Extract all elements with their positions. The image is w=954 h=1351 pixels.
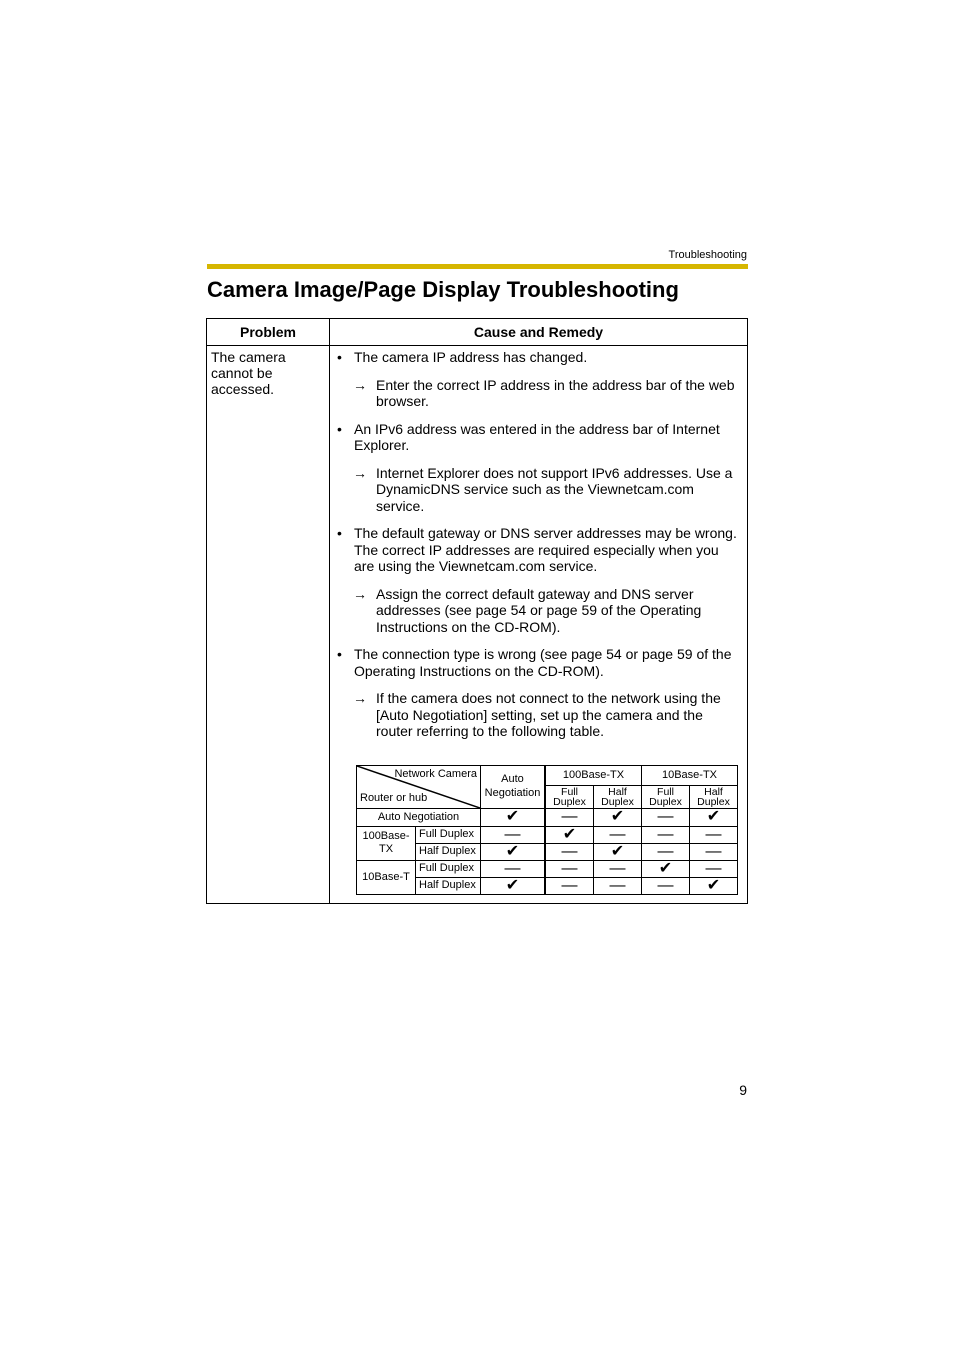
bullet-icon: •	[337, 349, 342, 365]
row-group-10base-t: 10Base-T	[357, 860, 416, 894]
check-icon: ✔	[594, 808, 642, 826]
header-cause-remedy: Cause and Remedy	[330, 319, 748, 346]
cause-entry	[336, 646, 739, 740]
check-icon: ✔	[594, 843, 642, 860]
bullet-icon: •	[337, 420, 342, 437]
subheader-half-duplex: Half Duplex	[690, 785, 738, 808]
page-number: 9	[739, 1082, 747, 1098]
cause-entry	[336, 349, 739, 410]
header-100base-tx: 100Base-TX	[545, 765, 642, 785]
row-label-full-duplex: Full Duplex	[416, 860, 481, 877]
remedy-text: If the camera does not connect to the network using the [Auto Negotiation] setting, set up the camera and the router referring to the following table.	[376, 690, 721, 739]
check-icon: ✔	[481, 843, 546, 860]
cause-remedy-cell	[330, 346, 748, 904]
row-group-100base-tx: 100Base- TX	[357, 826, 416, 860]
table-row	[357, 860, 738, 877]
dash-icon: —	[481, 860, 546, 877]
diag-label-router-hub: Router or hub	[360, 791, 428, 804]
arrow-right-icon: →	[353, 585, 367, 602]
dash-icon: —	[690, 860, 738, 877]
table-row	[207, 346, 748, 904]
dash-icon: —	[594, 877, 642, 894]
dash-icon: —	[642, 826, 690, 843]
dash-icon: —	[642, 877, 690, 894]
header-rule	[207, 264, 748, 269]
dash-icon: —	[545, 843, 594, 860]
header-problem: Problem	[207, 319, 330, 346]
dash-icon: —	[594, 860, 642, 877]
arrow-right-icon: →	[353, 690, 367, 706]
check-icon: ✔	[690, 877, 738, 894]
dash-icon: —	[545, 860, 594, 877]
remedy-text: Enter the correct IP address in the address bar of the web browser.	[376, 376, 735, 409]
row-label-half-duplex: Half Duplex	[416, 877, 481, 894]
cause-text: The default gateway or DNS server addresses may be wrong. The correct IP addresses are required especially when you are using the Viewnetcam.com service.	[354, 525, 737, 574]
diag-label-network-camera: Network Camera	[394, 767, 477, 780]
row-label-full-duplex: Full Duplex	[416, 826, 481, 843]
check-icon: ✔	[481, 808, 546, 826]
cause-text: An IPv6 address was entered in the address bar of Internet Explorer.	[354, 420, 720, 453]
cause-text: The connection type is wrong (see page 54 or page 59 of the Operating Instructions on the CD-ROM).	[354, 646, 732, 679]
dash-icon: —	[594, 826, 642, 843]
header-auto-negotiation: Auto Negotiation	[481, 765, 546, 808]
diagonal-header-cell	[357, 765, 481, 808]
remedy-text: Assign the correct default gateway and DNS server addresses (see page 54 or page 59 of the Operating Instructions on the CD-ROM).	[376, 585, 702, 635]
subheader-half-duplex: Half Duplex	[594, 785, 642, 808]
remedy-text: Internet Explorer does not support IPv6 addresses. Use a DynamicDNS service such as the Viewnetcam.com service.	[376, 464, 733, 514]
cause-entry	[336, 525, 739, 635]
dash-icon: —	[481, 826, 546, 843]
subheader-full-duplex: Full Duplex	[642, 785, 690, 808]
cause-text: The camera IP address has changed.	[354, 349, 588, 365]
running-header: Troubleshooting	[668, 249, 747, 261]
table-row	[357, 808, 738, 826]
dash-icon: —	[545, 877, 594, 894]
table-row	[357, 826, 738, 843]
row-label-auto-negotiation: Auto Negotiation	[357, 808, 481, 826]
page-title: Camera Image/Page Display Troubleshooting	[207, 277, 679, 302]
subheader-full-duplex: Full Duplex	[545, 785, 594, 808]
table-header-row	[207, 319, 748, 346]
arrow-right-icon: →	[353, 464, 367, 481]
bullet-icon: •	[337, 646, 342, 662]
cause-entry	[336, 421, 739, 515]
negotiation-table	[356, 765, 738, 895]
problem-cell: The camera cannot be accessed.	[207, 346, 330, 904]
dash-icon: —	[642, 843, 690, 860]
check-icon: ✔	[642, 860, 690, 877]
troubleshooting-table	[206, 318, 748, 904]
header-10base-tx: 10Base-TX	[642, 765, 738, 785]
row-label-half-duplex: Half Duplex	[416, 843, 481, 860]
check-icon: ✔	[481, 877, 546, 894]
arrow-right-icon: →	[353, 376, 367, 393]
dash-icon: —	[690, 843, 738, 860]
dash-icon: —	[690, 826, 738, 843]
dash-icon: —	[642, 808, 690, 826]
check-icon: ✔	[690, 808, 738, 826]
check-icon: ✔	[545, 826, 594, 843]
dash-icon: —	[545, 808, 594, 826]
bullet-icon: •	[337, 525, 342, 541]
